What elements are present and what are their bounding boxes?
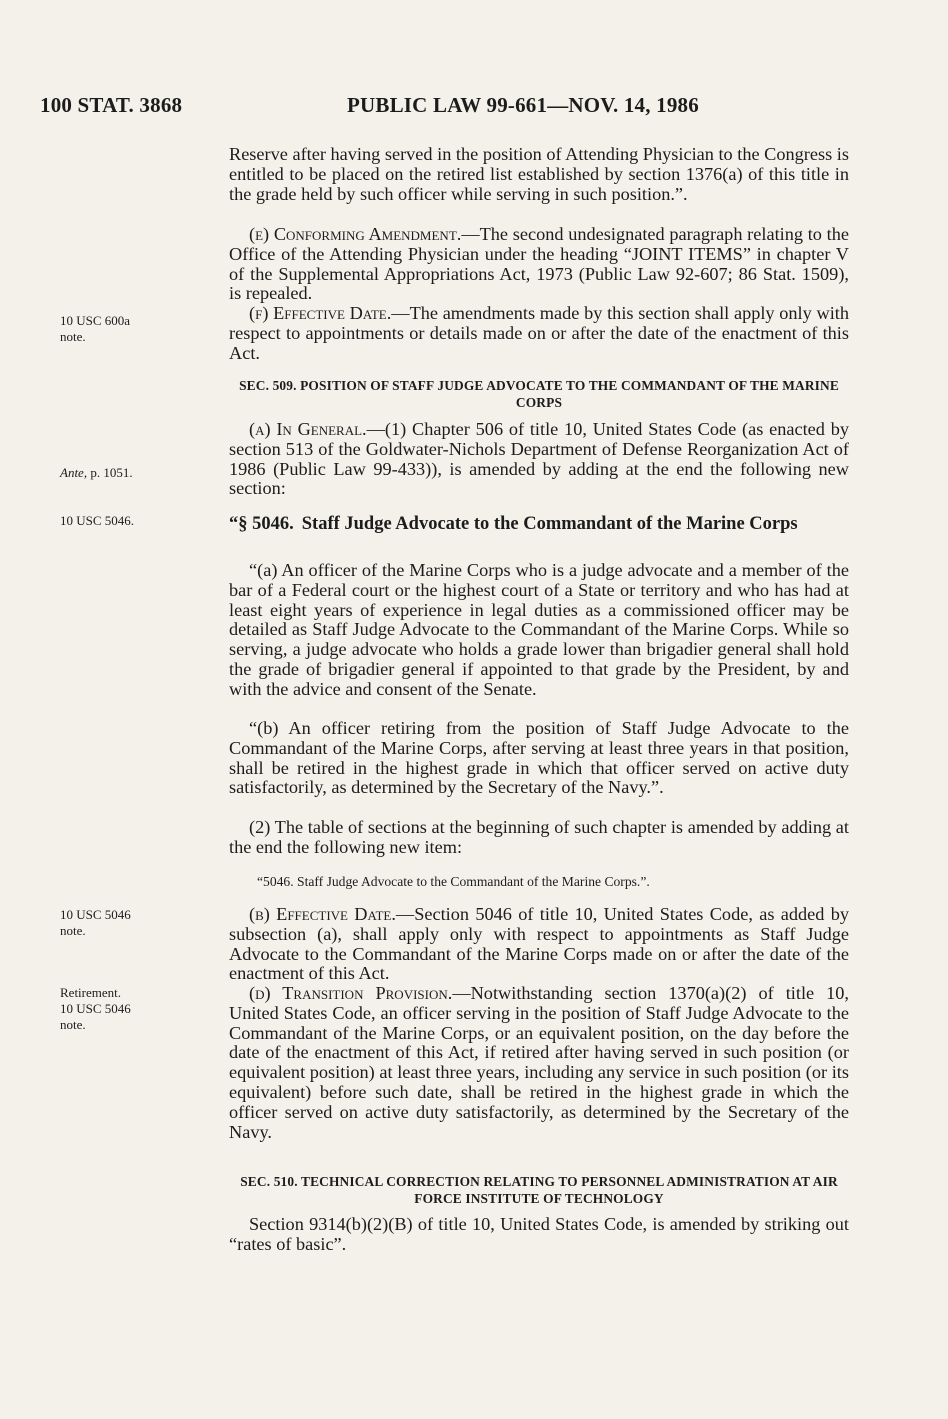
section-510-heading bbox=[229, 1173, 849, 1207]
paragraph-text: Reserve after having served in the position of Attending Physician to the Congress is entitled to be placed on the retired list established by section 1376(a) of this title in the grade held by such officer while serving in such position.”. bbox=[229, 144, 849, 204]
subsection-heading: (d) Transition Provision. bbox=[249, 983, 453, 1003]
margin-note-page: p. 1051. bbox=[87, 465, 133, 480]
margin-note-ante bbox=[60, 465, 210, 481]
margin-note-usc-600a bbox=[60, 313, 210, 345]
public-law-title: PUBLIC LAW 99-661—NOV. 14, 1986 bbox=[347, 93, 699, 117]
table-item-text: “5046. Staff Judge Advocate to the Commandant of the Marine Corps.”. bbox=[257, 874, 650, 889]
section-number: SEC. 510. bbox=[240, 1174, 298, 1189]
section-number: SEC. 509. bbox=[239, 378, 297, 393]
paragraph-section-510 bbox=[229, 1215, 849, 1255]
paragraph-transition-provision bbox=[229, 984, 849, 1142]
paragraph-conforming-amendment bbox=[229, 225, 849, 304]
subsection-heading: (e) Conforming Amendment. bbox=[249, 224, 462, 244]
margin-note-line: 10 USC 5046. bbox=[60, 513, 135, 528]
paragraph-b-effective-date bbox=[229, 905, 849, 984]
statute-page-number: 100 STAT. 3868 bbox=[40, 93, 183, 117]
paragraph-text: —Notwithstanding section 1370(a)(2) of title 10, United States Code, an officer serving in the position of Staff Judge Advocate to the Commandant of the Marine Corps, or an equivalent position, on the day before the date of the enactment of this Act, if retired after having served in such position (or equivalent position) at least three years, including any service in such position (or its equivalent) before such date, shall be retired in the highest grade in which the officer served on active duty satisfactorily, as determined by the Secretary of the Navy. bbox=[229, 983, 849, 1142]
margin-note-italic: Ante, bbox=[60, 465, 88, 480]
margin-note-line: Retirement. bbox=[60, 985, 122, 1000]
section-symbol-number: “§ 5046. bbox=[229, 514, 294, 534]
page-header bbox=[40, 93, 900, 127]
margin-note-line: note. bbox=[60, 1017, 86, 1032]
section-509-heading bbox=[229, 377, 849, 411]
paragraph-text: Section 9314(b)(2)(B) of title 10, United States Code, is amended by striking out “rates of basic”. bbox=[229, 1214, 849, 1254]
table-of-sections-item bbox=[229, 873, 849, 890]
margin-note-usc-5046 bbox=[60, 513, 210, 529]
margin-note-line: note. bbox=[60, 923, 86, 938]
margin-note-line: note. bbox=[60, 329, 86, 344]
section-5046-heading bbox=[229, 514, 849, 534]
paragraph-text: (2) The table of sections at the beginning of such chapter is amended by adding at the end the following new item: bbox=[229, 817, 849, 857]
margin-note-line: 10 USC 600a bbox=[60, 313, 131, 328]
margin-note-retirement bbox=[60, 985, 210, 1033]
section-5046-title: Staff Judge Advocate to the Commandant of the Marine Corps bbox=[301, 514, 798, 534]
paragraph-text: —(1) Chapter 506 of title 10, United States Code (as enacted by section 513 of the Goldwater-Nichols Department of Defense Reorganization Act of 1986 (Public Law 99-433)), is amended by adding at the end the following new section: bbox=[229, 419, 849, 499]
paragraph-text: “(b) An officer retiring from the position of Staff Judge Advocate to the Commandant of the Marine Corps, after serving at least three years in that position, shall be retired in the highest grade in which that officer served on active duty satisfactorily, as determined by the Secretary of the Navy.”. bbox=[229, 718, 849, 798]
section-title: TECHNICAL CORRECTION RELATING TO PERSONNEL ADMINISTRATION AT AIR FORCE INSTITUTE OF TECHNOLOGY bbox=[297, 1174, 838, 1206]
margin-note-usc-5046-note bbox=[60, 907, 210, 939]
paragraph-5046-a bbox=[229, 561, 849, 700]
paragraph-text: “(a) An officer of the Marine Corps who is a judge advocate and a member of the bar of a Federal court or the highest court of a State or territory and who has had at least eight years of experience in legal duties as a commissioned officer may be detailed as Staff Judge Advocate to the Commandant of the Marine Corps. While so serving, a judge advocate who holds a grade lower than brigadier general shall hold the grade of brigadier general if appointed to that grade by the President, by and with the advice and consent of the Senate. bbox=[229, 560, 849, 699]
paragraph-text: —The amendments made by this section shall apply only with respect to appointments or details made on or after the date of the enactment of this Act. bbox=[229, 303, 849, 363]
paragraph-text: —Section 5046 of title 10, United States Code, as added by subsection (a), shall apply only with respect to appointments as Staff Judge Advocate to the Commandant of the Marine Corps made on or after the date of the enactment of this Act. bbox=[229, 904, 849, 984]
margin-note-line: 10 USC 5046 bbox=[60, 907, 131, 922]
paragraph-effective-date bbox=[229, 304, 849, 363]
paragraph-table-of-sections bbox=[229, 818, 849, 858]
margin-note-line: 10 USC 5046 bbox=[60, 1001, 131, 1016]
subsection-heading: (b) Effective Date. bbox=[249, 904, 396, 924]
paragraph-5046-b bbox=[229, 719, 849, 798]
section-title: POSITION OF STAFF JUDGE ADVOCATE TO THE COMMANDANT OF THE MARINE CORPS bbox=[296, 378, 839, 410]
paragraph-text: —The second undesignated paragraph relating to the Office of the Attending Physician under the heading “JOINT ITEMS” in chapter V of the Supplemental Appropriations Act, 1973 (Public Law 92-607; 86 Stat. 1509), is repealed. bbox=[229, 224, 849, 304]
paragraph-in-general bbox=[229, 420, 849, 499]
paragraph-reserve bbox=[229, 145, 849, 204]
subsection-heading: (a) In General. bbox=[249, 419, 367, 439]
subsection-heading: (f) Effective Date. bbox=[249, 303, 392, 323]
